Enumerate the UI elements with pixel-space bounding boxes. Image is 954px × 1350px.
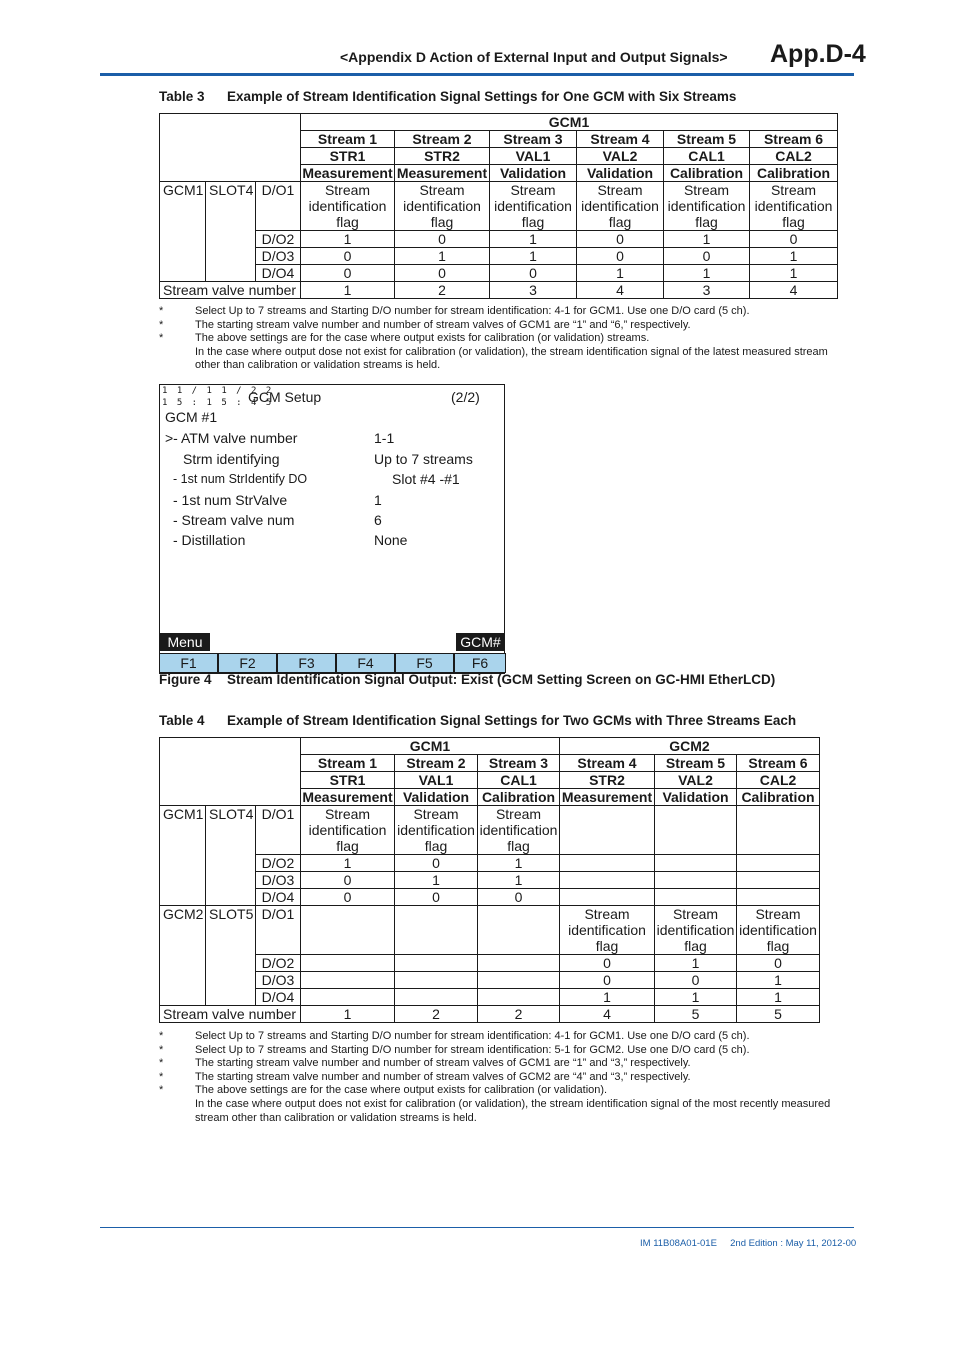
table3-valve-cell: 3 xyxy=(664,282,750,299)
table3-stream-header: Stream 2 xyxy=(395,131,490,148)
table3-flag-cell: Stream identification flag xyxy=(301,182,395,231)
table3-valve-cell: 1 xyxy=(301,282,395,299)
table3-type: Measurement xyxy=(395,165,490,182)
note-text: Select Up to 7 streams and Starting D/O number for stream identification: 4-1 for GCM1. Use one D/O card (5 ch). xyxy=(195,305,750,317)
table4-do-label: D/O2 xyxy=(256,855,301,872)
note-text: Select Up to 7 streams and Starting D/O number for stream identification: 5-1 for GCM2. Use one D/O card (5 ch). xyxy=(195,1043,750,1056)
note-marker: * xyxy=(159,318,164,331)
table3-type: Calibration xyxy=(750,165,838,182)
table4-notes xyxy=(159,1030,839,1125)
table3-flag-cell: Stream identification flag xyxy=(664,182,750,231)
distillation-value[interactable]: None xyxy=(374,532,408,548)
table3-cell: 1 xyxy=(664,231,750,248)
table4-empty-cell xyxy=(737,806,820,855)
stream-valve-num-value[interactable]: 6 xyxy=(374,512,382,528)
table4-valve-cell: 1 xyxy=(301,1006,395,1023)
table3-flag-cell: Stream identification flag xyxy=(490,182,577,231)
table3-stream-header: Stream 5 xyxy=(664,131,750,148)
table3-flag-cell: Stream identification flag xyxy=(395,182,490,231)
note-text: In the case where output does not exist for calibration (or validation), the stream identification signal of the most recently measured stream other than calibration or validation streams is held. xyxy=(195,1097,831,1124)
note-text: The above settings are for the case where output exists for calibration (or validation) streams. xyxy=(195,332,650,345)
table3-code: VAL1 xyxy=(490,148,577,165)
table4-empty-cell xyxy=(655,872,737,889)
gcm-setup-screen xyxy=(159,384,505,674)
table3-code: VAL2 xyxy=(577,148,664,165)
screen-page-indicator: (2/2) xyxy=(451,389,480,405)
table4-cell: 0 xyxy=(395,889,478,906)
table4-flag-cell: Stream identification flag xyxy=(478,806,560,855)
note-marker: * xyxy=(159,332,164,345)
table3-stream-header: Stream 4 xyxy=(577,131,664,148)
note-row xyxy=(159,332,839,346)
f3-key[interactable]: F3 xyxy=(277,653,336,673)
table3-stream-header: Stream 1 xyxy=(301,131,395,148)
table4-valve-label: Stream valve number xyxy=(160,1006,301,1023)
atm-valve-value[interactable]: 1-1 xyxy=(374,430,395,446)
note-row xyxy=(159,346,839,373)
table4-empty-cell xyxy=(301,906,395,955)
note-text: The above settings are for the case where output exists for calibration (or validation). xyxy=(195,1084,608,1097)
table3-valve-cell: 4 xyxy=(750,282,838,299)
figure4-caption-title: Stream Identification Signal Output: Exist (GCM Setting Screen on GC-HMI EtherLCD) xyxy=(227,672,776,687)
table3-cell: 0 xyxy=(395,231,490,248)
table4-cell: 1 xyxy=(478,872,560,889)
table3-valve-cell: 2 xyxy=(395,282,490,299)
table4-empty-cell xyxy=(655,806,737,855)
table4-cell: 1 xyxy=(737,972,820,989)
table4-cell: 0 xyxy=(560,955,655,972)
table4-stream-header: Stream 6 xyxy=(737,755,820,772)
table4-cell: 1 xyxy=(395,872,478,889)
table3-code: STR1 xyxy=(301,148,395,165)
table3-valve-cell: 4 xyxy=(577,282,664,299)
note-row xyxy=(159,1084,839,1098)
menu-softkey[interactable]: Menu xyxy=(160,633,210,651)
f5-key[interactable]: F5 xyxy=(395,653,454,673)
f4-key[interactable]: F4 xyxy=(336,653,395,673)
table4-valve-cell: 2 xyxy=(395,1006,478,1023)
table3-slot: SLOT4 xyxy=(206,182,256,282)
table4-empty-cell xyxy=(395,955,478,972)
note-row xyxy=(159,305,839,319)
time-text: 1 5 : 1 5 : 4 5 xyxy=(162,398,274,408)
table3-cell: 0 xyxy=(301,248,395,265)
table3-cell: 1 xyxy=(750,265,838,282)
gcm-softkey[interactable]: GCM# xyxy=(456,633,505,651)
table4-flag-cell: Stream identification flag xyxy=(737,906,820,955)
table4-empty-cell xyxy=(560,889,655,906)
footer-rule xyxy=(100,1227,854,1228)
table3-stream-header: Stream 3 xyxy=(490,131,577,148)
table3-cell: 1 xyxy=(301,231,395,248)
table4-cell: 0 xyxy=(395,855,478,872)
strident-do-value[interactable]: Slot #4 -#1 xyxy=(392,471,460,487)
table4-code: CAL2 xyxy=(737,772,820,789)
table4-code: STR1 xyxy=(301,772,395,789)
table4-stream-header: Stream 4 xyxy=(560,755,655,772)
table4-flag-cell: Stream identification flag xyxy=(655,906,737,955)
footer-edition: 2nd Edition : May 11, 2012-00 xyxy=(730,1238,857,1249)
table4-stream-header: Stream 3 xyxy=(478,755,560,772)
table4-corner xyxy=(160,738,301,806)
table4-cell: 0 xyxy=(301,889,395,906)
table4 xyxy=(159,737,820,1023)
table3-cell: 0 xyxy=(577,248,664,265)
figure4-caption-number: Figure 4 xyxy=(159,672,212,687)
table3-flag-cell: Stream identification flag xyxy=(750,182,838,231)
table4-cell: 1 xyxy=(655,989,737,1006)
table3-cell: 1 xyxy=(490,248,577,265)
table3-valve-cell: 3 xyxy=(490,282,577,299)
note-marker: * xyxy=(159,1057,164,1070)
note-row xyxy=(159,1044,839,1058)
strvalve-label[interactable]: - 1st num StrValve xyxy=(173,492,288,508)
table4-code: CAL1 xyxy=(478,772,560,789)
table4-do-label: D/O3 xyxy=(256,972,301,989)
strm-identifying-label[interactable]: Strm identifying xyxy=(183,451,280,467)
table4-group-gcm1: GCM1 xyxy=(301,738,560,755)
table4-valve-cell: 2 xyxy=(478,1006,560,1023)
table4-empty-cell xyxy=(478,972,560,989)
atm-valve-label[interactable]: >- ATM valve number xyxy=(165,430,298,446)
table4-empty-cell xyxy=(478,906,560,955)
table4-flag-cell: Stream identification flag xyxy=(395,806,478,855)
f6-key[interactable]: F6 xyxy=(454,653,506,673)
f2-key[interactable]: F2 xyxy=(218,653,277,673)
table4-empty-cell xyxy=(737,855,820,872)
table4-slot4: SLOT4 xyxy=(206,806,256,906)
table4-cell: 1 xyxy=(737,989,820,1006)
table4-gcm1: GCM1 xyxy=(160,806,206,906)
table3-cell: 0 xyxy=(301,265,395,282)
note-marker: * xyxy=(159,305,164,317)
table4-empty-cell xyxy=(395,906,478,955)
table4-empty-cell xyxy=(301,972,395,989)
table4-cell: 0 xyxy=(478,889,560,906)
table4-valve-cell: 5 xyxy=(655,1006,737,1023)
table4-code: STR2 xyxy=(560,772,655,789)
table3 xyxy=(159,113,838,299)
table4-type: Validation xyxy=(655,789,737,806)
note-marker: * xyxy=(159,1043,164,1056)
note-row xyxy=(159,319,839,333)
table3-do-label: D/O1 xyxy=(256,182,301,231)
table3-caption xyxy=(159,89,736,104)
date-text: 1 1 / 1 1 / 2 2 xyxy=(162,386,274,396)
table4-code: VAL1 xyxy=(395,772,478,789)
table4-do-label: D/O4 xyxy=(256,989,301,1006)
table4-type: Measurement xyxy=(560,789,655,806)
note-text: In the case where output dose not exist for calibration (or validation), the stream identification signal of the latest measured stream other than calibration or validation streams is held. xyxy=(195,345,828,372)
table3-do-label: D/O4 xyxy=(256,265,301,282)
table4-cell: 1 xyxy=(655,955,737,972)
table4-gcm2: GCM2 xyxy=(160,906,206,1006)
strident-do-label[interactable]: - 1st num StrIdentify DO xyxy=(173,472,308,486)
table4-group-gcm2: GCM2 xyxy=(560,738,820,755)
note-row xyxy=(159,1057,839,1071)
table4-empty-cell xyxy=(395,989,478,1006)
table4-empty-cell xyxy=(560,855,655,872)
table4-slot5: SLOT5 xyxy=(206,906,256,1006)
table3-cell: 1 xyxy=(577,265,664,282)
table3-cell: 0 xyxy=(577,231,664,248)
note-row xyxy=(159,1030,839,1044)
table3-type: Calibration xyxy=(664,165,750,182)
footer-doc-number: IM 11B08A01-01E xyxy=(640,1238,717,1249)
table3-gcm: GCM1 xyxy=(160,182,206,282)
table4-flag-cell: Stream identification flag xyxy=(560,906,655,955)
table3-caption-title: Example of Stream Identification Signal Settings for One GCM with Six Streams xyxy=(227,89,737,104)
distillation-label[interactable]: - Distillation xyxy=(173,532,246,548)
table4-stream-header: Stream 1 xyxy=(301,755,395,772)
table4-cell: 0 xyxy=(560,972,655,989)
note-text: The starting stream valve number and number of stream valves of GCM1 are “1” and “6,” respectively. xyxy=(195,318,691,331)
table4-cell: 0 xyxy=(737,955,820,972)
table3-cell: 0 xyxy=(395,265,490,282)
table3-caption-number: Table 3 xyxy=(159,89,205,104)
table3-cell: 0 xyxy=(664,248,750,265)
table4-flag-cell: Stream identification flag xyxy=(301,806,395,855)
note-text: The starting stream valve number and number of stream valves of GCM1 are “1” and “3,” respectively. xyxy=(195,1057,691,1070)
table4-empty-cell xyxy=(301,989,395,1006)
table4-empty-cell xyxy=(655,855,737,872)
table4-type: Calibration xyxy=(737,789,820,806)
note-row xyxy=(159,1071,839,1085)
table4-cell: 1 xyxy=(301,855,395,872)
table4-type: Validation xyxy=(395,789,478,806)
table4-type: Calibration xyxy=(478,789,560,806)
page-number: App.D-4 xyxy=(770,40,866,68)
table3-cell: 1 xyxy=(490,231,577,248)
table4-type: Measurement xyxy=(302,789,393,805)
table3-notes xyxy=(159,305,839,373)
table4-cell: 1 xyxy=(560,989,655,1006)
table4-stream-header: Stream 5 xyxy=(655,755,737,772)
table4-stream-header: Stream 2 xyxy=(395,755,478,772)
table3-group: GCM1 xyxy=(301,114,838,131)
note-marker: * xyxy=(159,1084,164,1097)
table3-type: Validation xyxy=(490,165,577,182)
table3-code: CAL2 xyxy=(750,148,838,165)
table4-valve-cell: 4 xyxy=(560,1006,655,1023)
footer-doc-info xyxy=(640,1238,856,1249)
table4-empty-cell xyxy=(301,955,395,972)
table4-cell: 0 xyxy=(301,872,395,889)
table4-empty-cell xyxy=(737,889,820,906)
table4-caption-number: Table 4 xyxy=(159,713,205,728)
table3-type: Measurement xyxy=(302,165,393,181)
table3-corner xyxy=(160,114,301,182)
table4-do-label: D/O3 xyxy=(256,872,301,889)
table4-do-label: D/O2 xyxy=(256,955,301,972)
table4-cell: 0 xyxy=(655,972,737,989)
figure4-caption xyxy=(159,672,775,687)
table3-cell: 1 xyxy=(750,248,838,265)
table4-empty-cell xyxy=(655,889,737,906)
table3-code: CAL1 xyxy=(664,148,750,165)
table4-do-label: D/O1 xyxy=(256,806,301,855)
table4-do-label: D/O1 xyxy=(256,906,301,955)
strvalve-value[interactable]: 1 xyxy=(374,492,382,508)
stream-valve-num-label[interactable]: - Stream valve num xyxy=(173,512,295,528)
table3-cell: 1 xyxy=(395,248,490,265)
note-marker: * xyxy=(159,1030,164,1042)
section-title: <Appendix D Action of External Input and Output Signals> xyxy=(340,49,728,65)
table4-empty-cell xyxy=(560,872,655,889)
screen-title: GCM Setup xyxy=(248,389,322,405)
table3-cell: 0 xyxy=(750,231,838,248)
table3-do-label: D/O2 xyxy=(256,231,301,248)
f1-key[interactable]: F1 xyxy=(159,653,218,673)
strm-identifying-value[interactable]: Up to 7 streams xyxy=(374,451,473,467)
table4-empty-cell xyxy=(478,955,560,972)
table3-valve-label: Stream valve number xyxy=(160,282,301,299)
note-text: The starting stream valve number and number of stream valves of GCM2 are “4” and “3,” respectively. xyxy=(195,1070,691,1083)
table3-code: STR2 xyxy=(395,148,490,165)
table3-cell: 0 xyxy=(490,265,577,282)
table4-caption-title: Example of Stream Identification Signal Settings for Two GCMs with Three Streams Each xyxy=(227,713,797,728)
table4-caption xyxy=(159,713,796,728)
table3-do-label: D/O3 xyxy=(256,248,301,265)
note-text: Select Up to 7 streams and Starting D/O number for stream identification: 4-1 for GCM1. Use one D/O card (5 ch). xyxy=(195,1030,750,1042)
screen-gcm-label: GCM #1 xyxy=(165,409,218,425)
table4-do-label: D/O4 xyxy=(256,889,301,906)
table3-stream-header: Stream 6 xyxy=(750,131,838,148)
note-row xyxy=(159,1098,839,1125)
table4-valve-cell: 5 xyxy=(737,1006,820,1023)
note-marker: * xyxy=(159,1070,164,1083)
header-rule xyxy=(100,73,854,76)
table4-empty-cell xyxy=(478,989,560,1006)
table4-code: VAL2 xyxy=(655,772,737,789)
table4-empty-cell xyxy=(737,872,820,889)
table3-cell: 1 xyxy=(664,265,750,282)
table4-empty-cell xyxy=(560,806,655,855)
table4-cell: 1 xyxy=(478,855,560,872)
table3-flag-cell: Stream identification flag xyxy=(577,182,664,231)
table3-type: Validation xyxy=(577,165,664,182)
table4-empty-cell xyxy=(395,972,478,989)
